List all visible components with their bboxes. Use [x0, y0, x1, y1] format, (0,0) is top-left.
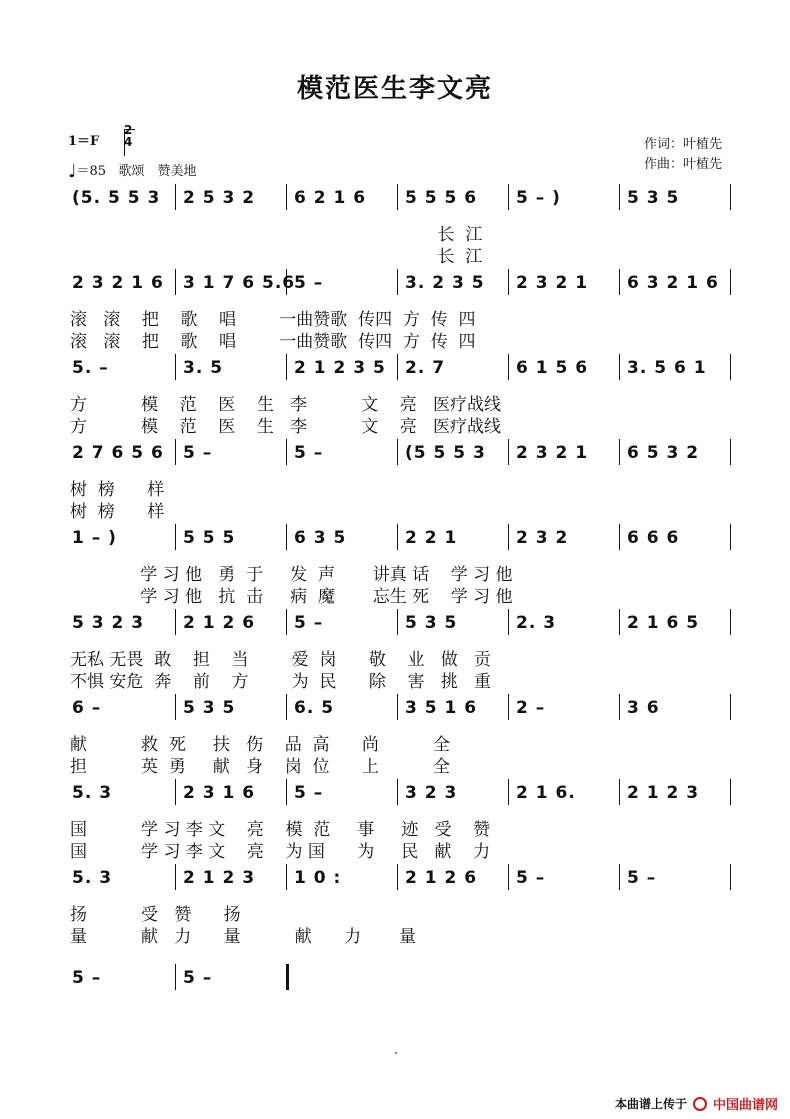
measure: 2 3 2 1 [516, 443, 589, 463]
bar-line [730, 694, 731, 720]
measure: 6 – [72, 698, 102, 718]
score-system [60, 180, 730, 267]
measure: (5. 5 5 3 [72, 188, 161, 208]
measure: (5 5 5 3 [405, 443, 486, 463]
measure: 5 3 5 [405, 613, 458, 633]
measure: 1 0 : [294, 868, 342, 888]
score-system [60, 860, 730, 947]
bar-line [286, 779, 287, 805]
measure: 2 3 1 6 [183, 783, 256, 803]
measure: 2 1 2 6 [183, 613, 256, 633]
lyric-verse-1: 长 江 [70, 225, 483, 245]
measure: 5 – [627, 868, 657, 888]
bar-line [175, 269, 176, 295]
bar-line [175, 184, 176, 210]
bar-line [508, 184, 509, 210]
bar-line [286, 354, 287, 380]
lyric-verse-2: 不惧 安危 奔 前 方 为 民 除 害 挑 重 [70, 672, 491, 692]
bar-line [730, 864, 731, 890]
bar-line [286, 184, 287, 210]
measure: 2 5 3 2 [183, 188, 256, 208]
score-system [60, 605, 730, 692]
measure: 5. – [72, 358, 109, 378]
bar-line [175, 439, 176, 465]
quarter-note-icon: ♩ [68, 161, 77, 182]
staff-line [60, 435, 730, 471]
measure: 5 – ) [516, 188, 561, 208]
measure: 5 – [516, 868, 546, 888]
time-signature [124, 124, 132, 148]
measure: 3 2 3 [405, 783, 458, 803]
measure: 5. 3 [72, 783, 113, 803]
bar-line [508, 864, 509, 890]
bar-line [730, 524, 731, 550]
bar-line [286, 269, 287, 295]
score-system [60, 690, 730, 777]
time-signature-divider [124, 129, 135, 156]
bar-line [619, 779, 620, 805]
staff-line [60, 520, 730, 556]
bar-line [175, 694, 176, 720]
measure: 2 1 2 3 5 [294, 358, 386, 378]
measure: 6 5 3 2 [627, 443, 700, 463]
measure: 2. 3 [516, 613, 557, 633]
tempo-value: ＝85 [76, 164, 107, 179]
time-signature-bottom: 4 [124, 135, 133, 149]
bar-line [508, 694, 509, 720]
staff-line [60, 350, 730, 386]
measure: 5 3 5 [627, 188, 680, 208]
measure: 2 1 2 3 [183, 868, 256, 888]
bar-line [619, 864, 620, 890]
measure: 3 1 7 6 5.6 [183, 273, 296, 293]
lyric-verse-2: 学 习 他 抗 击 病 魔 忘生 死 学 习 他 [70, 587, 513, 607]
staff-line [60, 265, 730, 301]
measure: 5 – [294, 443, 324, 463]
bar-line [397, 609, 398, 635]
bar-line [619, 609, 620, 635]
bar-line [508, 439, 509, 465]
measure: 2 1 2 6 [405, 868, 478, 888]
measure: 5 – [294, 273, 324, 293]
lyric-verse-2: 滚 滚 把 歌 唱 一曲赞歌 传四 方 传 四 [70, 332, 476, 352]
bar-line [619, 269, 620, 295]
bar-line [175, 354, 176, 380]
bar-line [508, 609, 509, 635]
lyric-verse-2: 方 模 范 医 生 李 文 亮 医疗战线 [70, 417, 501, 437]
lyric-verse-2: 树 榜 样 [70, 502, 165, 522]
tempo-marking [68, 160, 196, 182]
measure: 2 7 6 5 6 [72, 443, 164, 463]
bar-line [397, 864, 398, 890]
bar-line [619, 184, 620, 210]
measure: 2 3 2 1 [516, 273, 589, 293]
measure: 5 – [183, 968, 213, 988]
lyric-verse-1: 滚 滚 把 歌 唱 一曲赞歌 传四 方 传 四 [70, 310, 476, 330]
expression-marking: 歌颂 赞美地 [118, 164, 197, 179]
bar-line [397, 524, 398, 550]
footer-text: 本曲谱上传于 [614, 1097, 687, 1111]
measure: 6. 5 [294, 698, 335, 718]
score-system [60, 960, 730, 996]
measure: 5 5 5 6 [405, 188, 478, 208]
bar-line [175, 524, 176, 550]
lyric-verse-1: 树 榜 样 [70, 480, 165, 500]
bar-line [508, 269, 509, 295]
bar-line [508, 354, 509, 380]
measure: 2. 7 [405, 358, 446, 378]
staff-line [60, 775, 730, 811]
staff-line [60, 860, 730, 896]
bar-line [286, 864, 287, 890]
lyricist-credit: 作词：叶植先 [643, 137, 722, 152]
bar-line [175, 779, 176, 805]
bar-line [619, 524, 620, 550]
bar-line [730, 609, 731, 635]
bar-line [619, 354, 620, 380]
bar-line [397, 354, 398, 380]
bar-line [619, 694, 620, 720]
site-logo-icon [693, 1097, 707, 1111]
bar-line [508, 524, 509, 550]
measure: 1 – ) [72, 528, 117, 548]
measure: 2 – [516, 698, 546, 718]
measure: 2 2 1 [405, 528, 458, 548]
lyric-verse-2: 量 献 力 量 献 力 量 [70, 927, 416, 947]
staff-line [60, 960, 730, 996]
bar-line [286, 439, 287, 465]
measure: 6 3 5 [294, 528, 347, 548]
bar-line [508, 779, 509, 805]
measure: 5 3 2 3 [72, 613, 145, 633]
score-system [60, 265, 730, 352]
measure: 5 – [72, 968, 102, 988]
measure: 2 1 6. [516, 783, 576, 803]
bar-line [175, 609, 176, 635]
bar-line [730, 354, 731, 380]
bar-line [397, 779, 398, 805]
measure: 5 5 5 [183, 528, 236, 548]
score-system [60, 350, 730, 437]
staff-line [60, 180, 730, 216]
measure: 3 5 1 6 [405, 698, 478, 718]
score-system [60, 520, 730, 607]
measure: 3. 5 [183, 358, 224, 378]
bar-line [175, 864, 176, 890]
bar-line [730, 269, 731, 295]
bar-line [175, 964, 176, 990]
measure: 6 6 6 [627, 528, 680, 548]
final-bar-line [286, 964, 289, 990]
measure: 5 – [294, 613, 324, 633]
bar-line [397, 269, 398, 295]
measure: 3. 5 6 1 [627, 358, 707, 378]
measure: 2 1 2 3 [627, 783, 700, 803]
lyric-verse-2: 国 学 习 李 文 亮 为 国 为 民 献 力 [70, 842, 491, 862]
lyric-verse-2: 担 英 勇 献 身 岗 位 上 全 [70, 757, 450, 777]
bar-line [286, 694, 287, 720]
measure: 6 1 5 6 [516, 358, 589, 378]
measure: 2 3 2 1 6 [72, 273, 164, 293]
bar-line [730, 439, 731, 465]
staff-line [60, 690, 730, 726]
measure: 2 3 2 [516, 528, 569, 548]
measure: 6 3 2 1 6 [627, 273, 719, 293]
measure: 2 1 6 5 [627, 613, 700, 633]
score-system [60, 775, 730, 862]
score-system [60, 435, 730, 522]
staff-line [60, 605, 730, 641]
bar-line [619, 439, 620, 465]
page-mark [395, 1052, 397, 1054]
bar-line [397, 184, 398, 210]
lyric-verse-1: 学 习 他 勇 于 发 声 讲真 话 学 习 他 [70, 565, 513, 585]
footer [615, 1094, 778, 1113]
bar-line [286, 524, 287, 550]
measure: 6 2 1 6 [294, 188, 367, 208]
measure: 3 6 [627, 698, 660, 718]
measure: 5 3 5 [183, 698, 236, 718]
time-signature-top: 2 [124, 123, 133, 137]
lyric-verse-1: 献 救 死 扶 伤 品 高 尚 全 [70, 735, 450, 755]
measure: 5. 3 [72, 868, 113, 888]
key-signature: 1＝F [68, 134, 100, 149]
bar-line [730, 779, 731, 805]
lyric-verse-1: 无私 无畏 敢 担 当 爱 岗 敬 业 做 贡 [70, 650, 491, 670]
page-title: 模范医生李文亮 [296, 74, 493, 104]
lyric-verse-2: 长 江 [70, 247, 483, 267]
footer-brand: 中国曲谱网 [712, 1098, 778, 1113]
lyric-verse-1: 国 学 习 李 文 亮 模 范 事 迹 受 赞 [70, 820, 491, 840]
bar-line [397, 694, 398, 720]
measure: 5 – [183, 443, 213, 463]
measure: 5 – [294, 783, 324, 803]
bar-line [286, 609, 287, 635]
lyric-verse-1: 扬 受 赞 扬 [70, 905, 241, 925]
bar-line [397, 439, 398, 465]
lyric-verse-1: 方 模 范 医 生 李 文 亮 医疗战线 [70, 395, 501, 415]
bar-line [730, 184, 731, 210]
composer-credit: 作曲：叶植先 [643, 157, 722, 172]
measure: 3. 2 3 5 [405, 273, 485, 293]
